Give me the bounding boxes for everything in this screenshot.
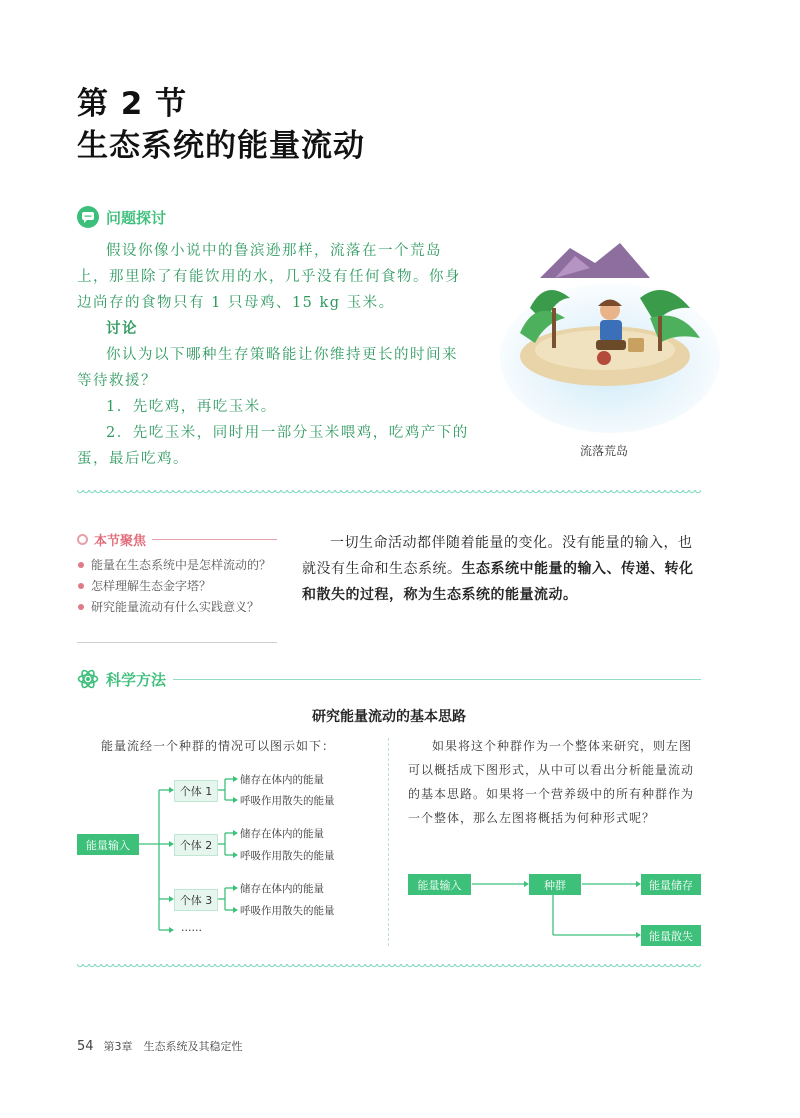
intro-definition: 生态系统中能量的输入、传递、转化和散失的过程，称为生态系统的能量流动。 (302, 561, 694, 603)
focus-item: 研究能量流动有什么实践意义？ (77, 597, 277, 618)
column-divider (388, 738, 389, 946)
page-number: 54 (77, 1039, 94, 1054)
stored-energy-label: 储存在体内的能量 (240, 883, 324, 895)
focus-list (77, 555, 277, 618)
energy-loss-box: 能量散失 (641, 925, 701, 946)
energy-storage-box: 能量储存 (641, 874, 701, 895)
discussion-option-1: 1．先吃鸡，再吃玉米。 (106, 399, 277, 415)
discussion-heading-label: 问题探讨 (106, 208, 167, 227)
individual-box: 个体 2 (174, 834, 218, 856)
section-title: 生态系统的能量流动 (77, 128, 365, 164)
method-left-intro: 能量流经一个种群的情况可以图示如下： (101, 739, 336, 753)
respiration-loss-label: 呼吸作用散失的能量 (240, 795, 335, 807)
stored-energy-label: 储存在体内的能量 (240, 828, 324, 840)
wave-divider (77, 490, 701, 496)
energy-input-box: 能量输入 (77, 834, 139, 855)
discussion-question: 你认为以下哪种生存策略能让你维持更长的时间来等待救援？ (77, 347, 458, 389)
target-icon (77, 534, 88, 545)
respiration-loss-label: 呼吸作用散失的能量 (240, 850, 335, 862)
intro-text: 一切生命活动都伴随着能量的变化。没有能量的输入，也就没有生命和生态系统。 (302, 535, 693, 577)
image-caption: 流落荒岛 (580, 444, 629, 458)
stored-energy-label: 储存在体内的能量 (240, 774, 324, 786)
energy-input-box: 能量输入 (408, 874, 471, 895)
focus-title-rule (152, 539, 277, 540)
respiration-loss-label: 呼吸作用散失的能量 (240, 905, 335, 917)
method-right-text: 如果将这个种群作为一个整体来研究，则左图可以概括成下图形式，从中可以看出分析能量流动的基本思路。如果将一个营养级中的所有种群作为一个整体，那么左图将概括为何种形式呢？ (408, 739, 695, 825)
more-individuals-ellipsis: …… (181, 922, 202, 934)
page-footer (77, 1038, 243, 1054)
individual-box: 个体 3 (174, 889, 218, 911)
focus-item: 怎样理解生态金字塔？ (77, 576, 277, 597)
section-number: 第 2 节 (77, 86, 188, 122)
individual-box: 个体 1 (174, 780, 218, 802)
population-box: 种群 (529, 874, 581, 895)
discuss-label: 讨论 (106, 321, 138, 337)
atom-icon (77, 668, 99, 690)
method-heading (77, 668, 701, 690)
method-title: 研究能量流动的基本思路 (312, 709, 466, 725)
method-heading-rule (173, 679, 701, 680)
population-summary-diagram (408, 868, 702, 948)
focus-bottom-rule (77, 642, 277, 643)
method-heading-label: 科学方法 (106, 670, 167, 689)
focus-heading (77, 530, 277, 549)
chat-bubble-icon (77, 206, 99, 228)
discussion-paragraph: 假设你像小说中的鲁滨逊那样，流落在一个荒岛上，那里除了有能饮用的水，几乎没有任何食物。你身边尚存的食物只有 1 只母鸡、15 kg 玉米。 (77, 243, 461, 311)
population-energy-diagram (77, 760, 377, 950)
discussion-heading (77, 206, 166, 228)
discussion-option-2: 2．先吃玉米，同时用一部分玉米喂鸡，吃鸡产下的蛋，最后吃鸡。 (77, 425, 469, 467)
island-illustration (500, 238, 720, 438)
chapter-title: 第3章 生态系统及其稳定性 (103, 1040, 243, 1053)
discussion-text (77, 238, 470, 472)
focus-title: 本节聚焦 (94, 534, 147, 549)
focus-item: 能量在生态系统中是怎样流动的？ (77, 555, 277, 576)
intro-paragraph (302, 530, 702, 608)
wave-divider (77, 964, 701, 970)
